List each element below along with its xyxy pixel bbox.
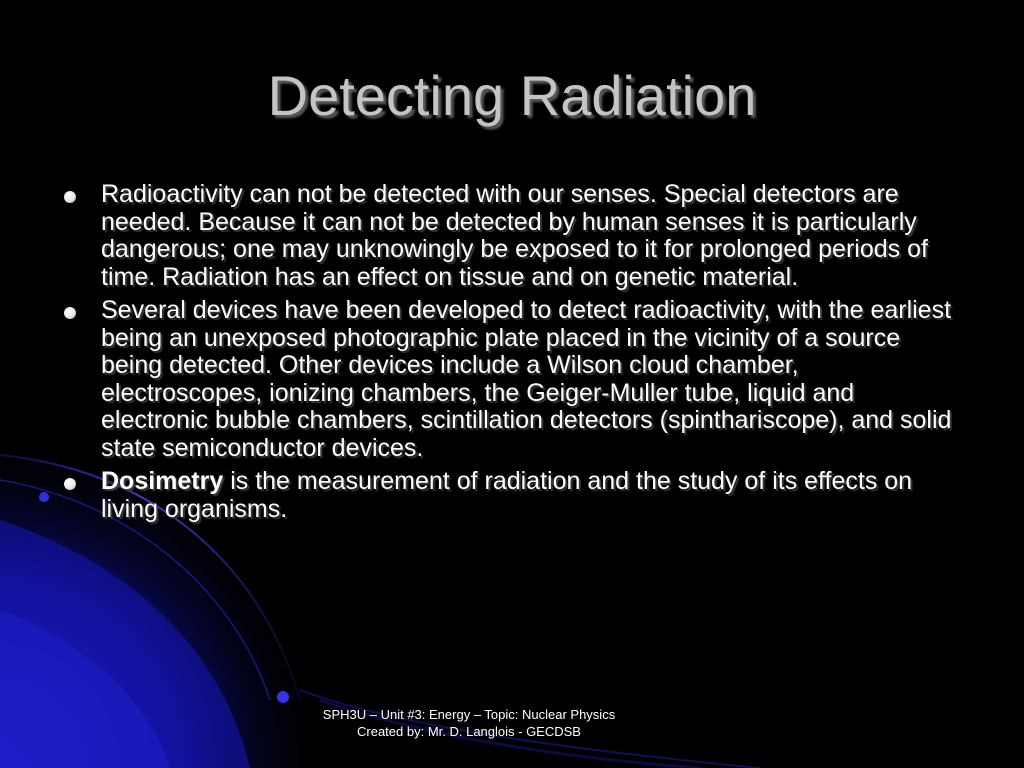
bullet-dot-icon: [64, 478, 76, 490]
bullet-text: Radioactivity can not be detected with our senses. Special detectors are needed. Because it can not be detected by human senses it is particularly dangerous; one may unknowingly be exposed to it for prolonged periods of time. Radiation has an effect on tissue and on genetic material.: [101, 180, 928, 291]
bullet-item: [62, 297, 962, 462]
footer-course-line: SPH3U – Unit #3: Energy – Topic: Nuclear Physics: [322, 707, 616, 722]
bullet-item: [62, 468, 962, 523]
slide-title: Detecting Radiation: [267, 64, 757, 127]
bullet-item: [62, 181, 962, 291]
bullet-text: Several devices have been developed to detect radioactivity, with the earliest being an unexposed photographic plate placed in the vicinity of a source being detected. Other devices include a Wilson cloud chamber, electroscopes, ionizing chambers, the Geiger-Muller tube, liquid and electronic bubble chambers, scintillation detectors (spinthariscope), and solid state semiconductor devices.: [101, 296, 952, 462]
bullet-text: is the measurement of radiation and the study of its effects on living organisms.: [101, 467, 913, 523]
bullet-dot-icon: [64, 307, 76, 319]
slide-footer: [260, 706, 678, 740]
bullet-list: [62, 181, 962, 529]
bullet-term: Dosimetry: [101, 467, 224, 495]
bullet-dot-icon: [64, 191, 76, 203]
footer-author-line: Created by: Mr. D. Langlois - GECDSB: [357, 724, 581, 739]
